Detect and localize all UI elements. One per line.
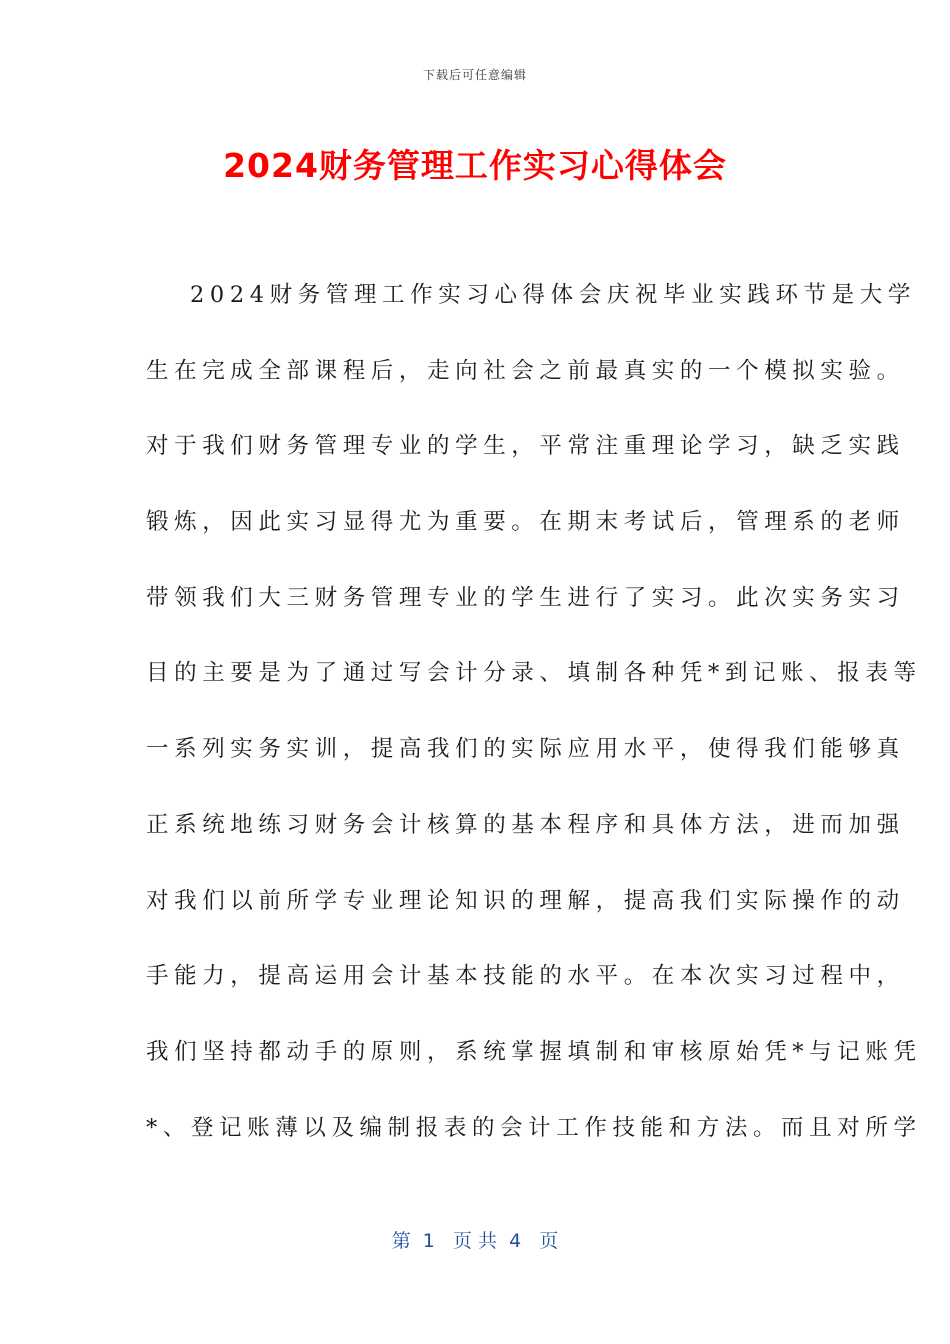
body-line: 带领我们大三财务管理专业的学生进行了实习。此次实务实习 (146, 584, 905, 611)
body-line: 目的主要是为了通过写会计分录、填制各种凭*到记账、报表等 (146, 660, 922, 687)
body-line: *、登记账薄以及编制报表的会计工作技能和方法。而且对所学 (146, 1114, 922, 1141)
body-line: 锻炼，因此实习显得尤为重要。在期末考试后，管理系的老师 (146, 509, 905, 536)
body-line: 我们坚持都动手的原则，系统掌握填制和审核原始凭*与记账凭 (146, 1038, 922, 1065)
body-line: 手能力，提高运用会计基本技能的水平。在本次实习过程中， (146, 963, 905, 990)
body-line: 2024财务管理工作实习心得体会庆祝毕业实践环节是大学 (190, 282, 916, 308)
body-line: 对于我们财务管理专业的学生，平常注重理论学习，缺乏实践 (146, 433, 905, 460)
body-line: 对我们以前所学专业理论知识的理解，提高我们实际操作的动 (146, 887, 905, 914)
body-line: 生在完成全部课程后，走向社会之前最真实的一个模拟实验。 (146, 357, 905, 384)
body-line: 正系统地练习财务会计核算的基本程序和具体方法，进而加强 (146, 811, 905, 838)
header-note: 下载后可任意编辑 (422, 68, 527, 82)
page-footer: 第 1 页 共 4 页 (391, 1230, 559, 1252)
body-line: 一系列实务实训，提高我们的实际应用水平，使得我们能够真 (146, 736, 905, 763)
document-title: 2024财务管理工作实习心得体会 (223, 146, 727, 185)
body-text (146, 280, 922, 1188)
